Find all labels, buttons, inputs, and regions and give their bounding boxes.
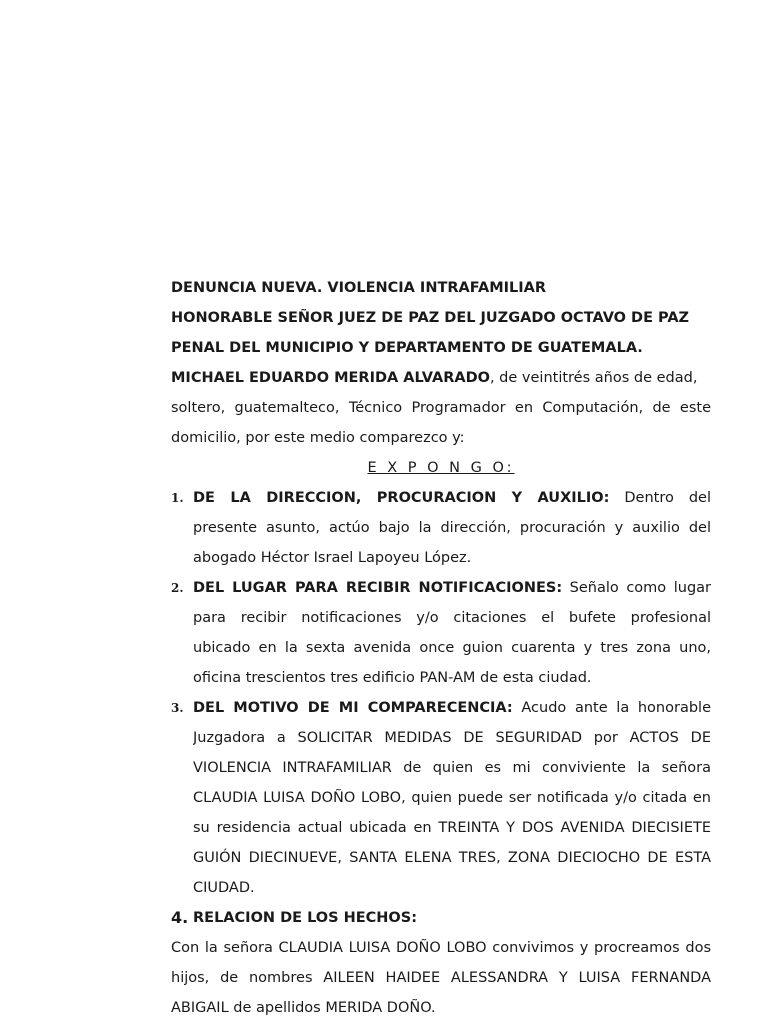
item-line: presente asunto, actúo bajo la dirección, procuración y auxilio del [193,520,711,536]
item-first-line: DEL MOTIVO DE MI COMPARECENCIA: Acudo ante la honorable [193,700,711,716]
item-line: ubicado en la sexta avenida once guion cuarenta y tres zona uno, [193,640,711,656]
facts-line-3: ABIGAIL de apellidos MERIDA DOÑO. [171,1000,436,1016]
item-number: 1. [171,491,184,505]
complainant-name: MICHAEL EDUARDO MERIDA ALVARADO [171,370,490,386]
document-body [171,273,711,1023]
item-title: DE LA DIRECCION, PROCURACION Y AUXILIO: [193,490,610,506]
item-title: DEL MOTIVO DE MI COMPARECENCIA: [193,700,513,716]
item-line: CIUDAD. [193,880,255,896]
item-line: para recibir notificaciones y/o citaciones el bufete profesional [193,610,711,626]
court-address-line-2: PENAL DEL MUNICIPIO Y DEPARTAMENTO DE GUATEMALA. [171,340,643,356]
item-line: GUIÓN DIECINUEVE, SANTA ELENA TRES, ZONA DIECIOCHO DE ESTA [193,850,711,866]
item-line: VIOLENCIA INTRAFAMILIAR de quien es mi conviviente la señora [193,760,711,776]
item-line: su residencia actual ubicada en TREINTA Y DOS AVENIDA DIECISIETE [193,820,711,836]
facts-line-2: hijos, de nombres AILEEN HAIDEE ALESSANDRA Y LUISA FERNANDA [171,970,711,986]
item-first-line: DE LA DIRECCION, PROCURACION Y AUXILIO: Dentro del [193,490,711,506]
list-item [171,573,711,693]
item-number: 2. [171,581,184,595]
court-address-line-1: HONORABLE SEÑOR JUEZ DE PAZ DEL JUZGADO OCTAVO DE PAZ [171,310,690,326]
item-number: 3. [171,701,184,715]
intro-text: , de veintitrés años de edad, [489,370,698,386]
expongo-text: E X P O N G O: [367,460,515,476]
expongo-heading [171,453,711,483]
document-heading: DENUNCIA NUEVA. VIOLENCIA INTRAFAMILIAR [171,280,547,296]
list-item [171,903,711,933]
facts-line-1: Con la señora CLAUDIA LUISA DOÑO LOBO convivimos y procreamos dos [171,940,711,956]
item-line: Juzgadora a SOLICITAR MEDIDAS DE SEGURIDAD por ACTOS DE [193,730,711,746]
intro-line-3: domicilio, por este medio comparezco y: [171,430,465,446]
item-number: 4. [171,908,189,927]
item-first-line: DEL LUGAR PARA RECIBIR NOTIFICACIONES: Señalo como lugar [193,580,711,596]
list-item [171,693,711,903]
item-title: RELACION DE LOS HECHOS: [193,910,417,926]
item-title: DEL LUGAR PARA RECIBIR NOTIFICACIONES: [193,580,563,596]
intro-line-1 [171,363,711,393]
item-line: abogado Héctor Israel Lapoyeu López. [193,550,472,566]
intro-line-2: soltero, guatemalteco, Técnico Programador en Computación, de este [171,400,711,416]
item-line: oficina trescientos tres edificio PAN-AM de esta ciudad. [193,670,592,686]
item-line: CLAUDIA LUISA DOÑO LOBO, quien puede ser notificada y/o citada en [193,790,711,806]
list-item [171,483,711,573]
